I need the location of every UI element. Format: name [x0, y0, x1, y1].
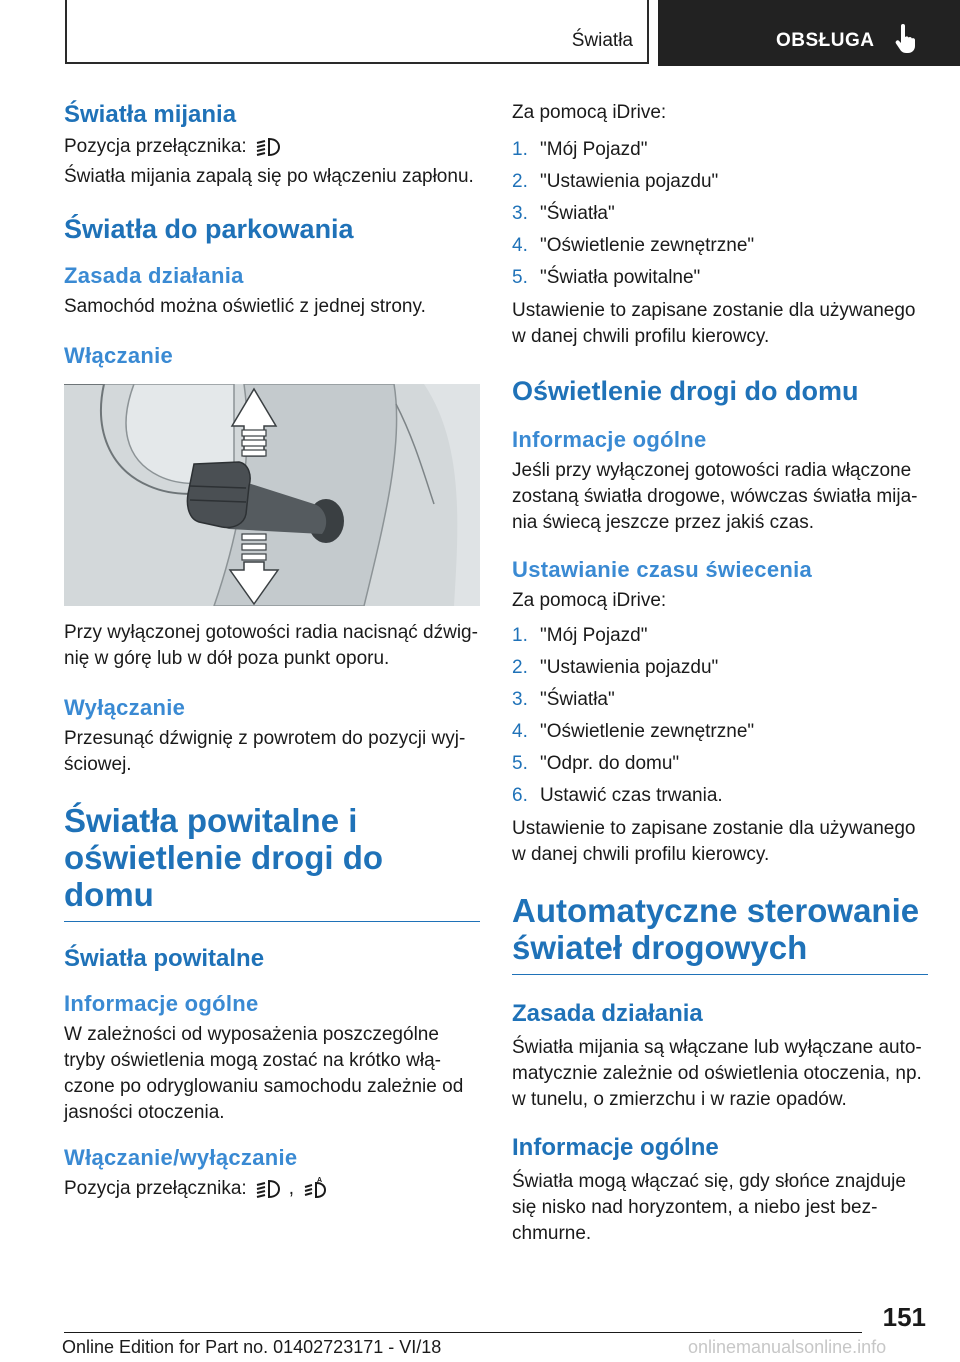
welcome-lights-steps — [512, 134, 928, 294]
footer-watermark: onlinemanualsonline.info — [688, 1337, 887, 1357]
header-section-title: Światła — [571, 30, 633, 51]
subheading-switch-on: Włączanie — [64, 343, 174, 368]
step-text: Ustawić czas trwania. — [540, 785, 723, 806]
step-text: "Mój Pojazd" — [540, 139, 648, 160]
svg-text:A: A — [316, 1176, 323, 1184]
list-item — [512, 748, 928, 780]
step-number: 3. — [512, 203, 528, 224]
list-item — [512, 620, 928, 652]
step-number: 4. — [512, 721, 528, 742]
subheading-general-info-2: Informacje ogólne — [512, 427, 707, 452]
step-text: "Światła" — [540, 689, 615, 710]
step-number: 3. — [512, 689, 528, 710]
list-item — [512, 166, 928, 198]
general-info-text: W zależności od wyposażenia poszczególne tryby oświetlenia mogą zostać na krótko włą-czone po odryglowaniu samochodu zależnie od jasności otoczenia. — [64, 1024, 464, 1123]
page-number: 151 — [882, 1302, 926, 1332]
subheading-duration: Ustawianie czasu świecenia — [512, 557, 813, 582]
subheading-principle-2: Zasada działania — [512, 1000, 703, 1027]
step-number: 2. — [512, 171, 528, 192]
heading-home-lights: Oświetlenie drogi do domu — [512, 376, 859, 406]
low-beam-switch-position — [64, 134, 480, 160]
header-chapter-title: OBSŁUGA — [776, 30, 875, 51]
hand-pointer-icon — [894, 24, 920, 54]
list-item — [512, 780, 928, 812]
footer-edition: Online Edition for Part no. 01402723171 - VI/18 — [62, 1337, 442, 1357]
saved-profile-text-2: Ustawienie to zapisane zostanie dla używanego w danej chwili profilu kierowcy. — [512, 818, 916, 865]
left-column — [64, 100, 480, 1202]
heading-low-beam: Światła mijania — [64, 101, 237, 128]
heading-welcome-lights: Światła powitalne i oświetlenie drogi do domu — [64, 802, 480, 922]
home-lights-steps — [512, 620, 928, 812]
heading-welcome-lights-sub: Światła powitalne — [64, 945, 265, 972]
right-column — [512, 100, 928, 1247]
switch-position-label: Pozycja przełącznika: — [64, 136, 247, 157]
header-chapter-tab — [658, 0, 960, 66]
idrive-intro-1: Za pomocą iDrive: — [512, 102, 667, 123]
lever-illustration — [64, 384, 480, 606]
step-text: "Mój Pojazd" — [540, 625, 648, 646]
step-number: 2. — [512, 657, 528, 678]
list-item — [512, 652, 928, 684]
step-text: "Ustawienia pojazdu" — [540, 657, 719, 678]
subheading-general-info-3: Informacje ogólne — [512, 1134, 719, 1161]
list-item — [512, 262, 928, 294]
step-number: 4. — [512, 235, 528, 256]
auto-principle-text: Światła mijania są włączane lub wyłączane auto-matycznie zależnie od oświetlenia otoczenia, np. w tunelu, o zmierzchu i w razie opadów. — [512, 1037, 922, 1110]
heading-auto-high-beam: Automatyczne sterowanie świateł drogowych — [512, 892, 928, 975]
low-beam-text: Światła mijania zapalą się po włączeniu zapłonu. — [64, 166, 474, 187]
step-number: 5. — [512, 753, 528, 774]
principle-text: Samochód można oświetlić z jednej strony. — [64, 296, 426, 317]
switch-off-text: Przesunąć dźwignię z powrotem do pozycji wyj-ściowej. — [64, 728, 466, 775]
step-text: "Odpr. do domu" — [540, 753, 680, 774]
step-number: 1. — [512, 139, 528, 160]
idrive-intro-2: Za pomocą iDrive: — [512, 590, 667, 611]
home-lights-info-text: Jeśli przy wyłączonej gotowości radia włączone zostaną światła drogowe, wówczas światła mija-nia świecą jeszcze przez jakiś czas. — [512, 460, 918, 533]
switch-position-separator: , — [288, 1178, 294, 1199]
subheading-on-off: Włączanie/wyłączanie — [64, 1145, 298, 1170]
auto-light-icon — [302, 1177, 328, 1201]
step-text: "Ustawienia pojazdu" — [540, 171, 719, 192]
step-text: "Światła" — [540, 203, 615, 224]
list-item — [512, 684, 928, 716]
step-number: 5. — [512, 267, 528, 288]
low-beam-icon — [255, 136, 281, 158]
list-item — [512, 134, 928, 166]
lever-drawing — [64, 384, 480, 606]
subheading-general-info: Informacje ogólne — [64, 991, 259, 1016]
heading-parking-lights: Światła do parkowania — [64, 214, 354, 244]
step-text: "Oświetlenie zewnętrzne" — [540, 721, 755, 742]
switch-position-label: Pozycja przełącznika: — [64, 1178, 247, 1199]
list-item — [512, 230, 928, 262]
footer-divider — [64, 1332, 862, 1333]
subheading-principle: Zasada działania — [64, 263, 244, 288]
step-number: 6. — [512, 785, 528, 806]
low-beam-icon — [255, 1178, 281, 1200]
step-text: "Oświetlenie zewnętrzne" — [540, 235, 755, 256]
saved-profile-text-1: Ustawienie to zapisane zostanie dla używanego w danej chwili profilu kierowcy. — [512, 300, 916, 347]
auto-info-text: Światła mogą włączać się, gdy słońce znajduje się nisko nad horyzontem, a niebo jest bez-chmurne. — [512, 1171, 906, 1244]
switch-on-caption: Przy wyłączonej gotowości radia nacisnąć dźwig-nię w górę lub w dół poza punkt oporu. — [64, 622, 478, 669]
list-item — [512, 198, 928, 230]
header-section-tab — [65, 0, 649, 64]
step-number: 1. — [512, 625, 528, 646]
on-off-switch-positions — [64, 1176, 480, 1202]
subheading-switch-off: Wyłączanie — [64, 695, 186, 720]
step-text: "Światła powitalne" — [540, 267, 701, 288]
list-item — [512, 716, 928, 748]
